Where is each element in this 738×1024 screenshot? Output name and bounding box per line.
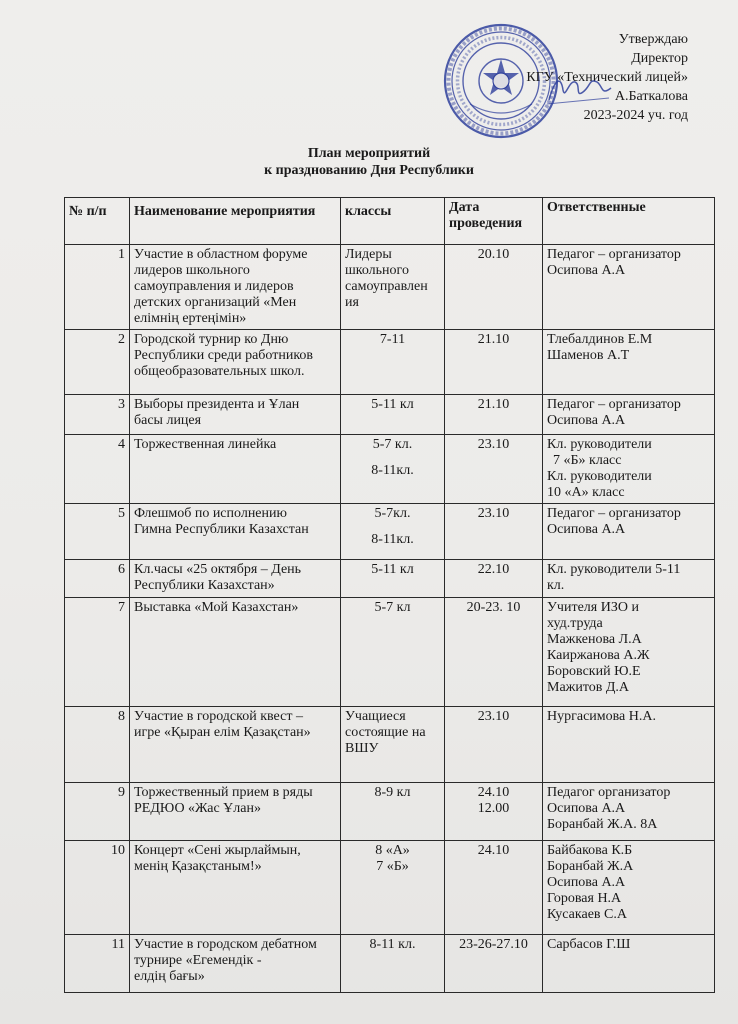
cell-date	[445, 504, 543, 560]
cell-line: 21.10	[477, 332, 510, 347]
cell-name	[130, 330, 341, 395]
cell-line: 8-11кл.	[371, 463, 414, 478]
cell-line: Выставка «Мой Казахстан»	[134, 600, 299, 615]
cell-line: Участие в городском дебатном	[134, 937, 317, 952]
cell-date	[445, 560, 543, 598]
cell-classes	[341, 330, 445, 395]
cell-name	[130, 560, 341, 598]
cell-line: 8-9 кл	[374, 785, 411, 800]
approval-line: КГУ «Технический лицей»	[526, 70, 688, 85]
cell-line: Педагог организатор	[547, 785, 671, 800]
cell-line: Республики Казахстан»	[134, 578, 275, 593]
cell-date	[445, 245, 543, 330]
header-date-line: проведения	[449, 216, 523, 231]
cell-classes	[341, 598, 445, 707]
cell-name	[130, 707, 341, 783]
handwritten-signature-icon	[545, 70, 615, 108]
header-classes: классы	[341, 198, 445, 245]
cell-line: 23.10	[477, 437, 510, 452]
cell-date	[445, 395, 543, 435]
cell-line: Горовая Н.А	[547, 891, 622, 906]
cell-name	[130, 783, 341, 841]
approval-line: 2023-2024 уч. год	[583, 108, 688, 123]
cell-line: школьного	[345, 263, 409, 278]
table-row	[65, 560, 715, 598]
cell-line: 5-7кл.	[374, 506, 411, 521]
cell-line: Торжественный прием в ряды	[134, 785, 313, 800]
cell-line: Осипова А.А	[547, 801, 626, 816]
cell-line: 12.00	[477, 801, 510, 816]
cell-line: 7-11	[379, 332, 406, 347]
cell-line: менің Қазақстаным!»	[134, 859, 262, 874]
table-row	[65, 330, 715, 395]
cell-line: Каиржанова А.Ж	[547, 648, 650, 663]
title-line-1: План мероприятий	[307, 146, 431, 161]
cell-name	[130, 504, 341, 560]
cell-line: Мажитов Д.А	[547, 680, 630, 695]
table-row	[65, 783, 715, 841]
cell-line: Кл.часы «25 октября – День	[134, 562, 302, 577]
cell-line: кл.	[547, 578, 565, 593]
cell-line: 7 «Б» класс	[553, 453, 622, 468]
cell-line: Кл. руководители 5-11	[547, 562, 681, 577]
cell-line: 23-26-27.10	[459, 937, 528, 952]
document-title	[0, 145, 738, 179]
approval-line: Утверждаю	[618, 32, 688, 47]
cell-num: 11	[65, 935, 130, 993]
cell-resp	[543, 841, 715, 935]
cell-line: Кл. руководители	[547, 469, 652, 484]
cell-line: РЕДЮО «Жас Ұлан»	[134, 801, 261, 816]
cell-line: Торжественная линейка	[134, 437, 277, 452]
cell-resp	[543, 707, 715, 783]
cell-line: Учащиеся	[345, 709, 406, 724]
cell-line: 8-11кл.	[371, 532, 414, 547]
events-table	[64, 197, 715, 993]
cell-resp	[543, 560, 715, 598]
cell-line: Педагог – организатор	[547, 506, 681, 521]
table-header-row	[65, 198, 715, 245]
cell-line: Участие в областном форуме	[134, 247, 308, 262]
cell-line: турнире «Егемендік -	[134, 953, 262, 968]
cell-classes	[341, 560, 445, 598]
cell-line: игре «Қыран елім Қазақстан»	[134, 725, 311, 740]
cell-resp	[543, 504, 715, 560]
cell-line: Осипова А.А	[547, 875, 626, 890]
header-date-line: Дата	[449, 200, 480, 215]
cell-date	[445, 707, 543, 783]
cell-date	[445, 841, 543, 935]
cell-line: Городской турнир ко Дню	[134, 332, 289, 347]
cell-line: Осипова А.А	[547, 413, 626, 428]
cell-resp	[543, 783, 715, 841]
cell-line: Боранбай Ж.А	[547, 859, 634, 874]
cell-line: 22.10	[477, 562, 510, 577]
cell-resp	[543, 395, 715, 435]
cell-date	[445, 935, 543, 993]
cell-line: 24.10	[477, 785, 510, 800]
cell-line: Кусакаев С.А	[547, 907, 627, 922]
cell-classes	[341, 245, 445, 330]
header-resp: Ответственные	[543, 198, 715, 245]
cell-line: Выборы президента и Ұлан	[134, 397, 300, 412]
cell-line: 24.10	[477, 843, 510, 858]
cell-num: 2	[65, 330, 130, 395]
cell-name	[130, 841, 341, 935]
cell-name	[130, 935, 341, 993]
cell-line: общеобразовательных школ.	[134, 364, 305, 379]
header-date	[445, 198, 543, 245]
cell-num: 8	[65, 707, 130, 783]
cell-line: Нургасимова Н.А.	[547, 709, 656, 724]
cell-num: 3	[65, 395, 130, 435]
cell-line: 23.10	[477, 709, 510, 724]
cell-line: 8 «А»	[375, 843, 410, 858]
cell-line: детских организаций «Мен	[134, 295, 297, 310]
table-row	[65, 504, 715, 560]
cell-line: Педагог – организатор	[547, 397, 681, 412]
cell-classes	[341, 783, 445, 841]
cell-line: 5-7 кл.	[372, 437, 413, 452]
title-line-2: к празднованию Дня Республики	[264, 163, 474, 178]
cell-num: 10	[65, 841, 130, 935]
cell-line: лидеров школьного	[134, 263, 250, 278]
cell-classes	[341, 935, 445, 993]
cell-line: Педагог – организатор	[547, 247, 681, 262]
cell-date	[445, 598, 543, 707]
cell-line: Боранбай Ж.А. 8А	[547, 817, 658, 832]
cell-resp	[543, 245, 715, 330]
cell-line: Кл. руководители	[547, 437, 652, 452]
cell-line: басы лицея	[134, 413, 202, 428]
table-row	[65, 935, 715, 993]
cell-line: худ.труда	[547, 616, 603, 631]
cell-line: 5-11 кл	[371, 397, 414, 412]
cell-num: 6	[65, 560, 130, 598]
cell-date	[445, 435, 543, 504]
cell-classes	[341, 707, 445, 783]
cell-line: 10 «А» класс	[547, 485, 625, 500]
cell-num: 7	[65, 598, 130, 707]
table-row	[65, 435, 715, 504]
table-row	[65, 598, 715, 707]
cell-line: ВШУ	[345, 741, 379, 756]
cell-resp	[543, 435, 715, 504]
cell-line: 7 «Б»	[376, 859, 409, 874]
cell-line: самоуправления и лидеров	[134, 279, 294, 294]
cell-line: Учителя ИЗО и	[547, 600, 639, 615]
table-row	[65, 707, 715, 783]
cell-line: 23.10	[477, 506, 510, 521]
cell-classes	[341, 435, 445, 504]
approval-line: А.Баткалова	[614, 89, 688, 104]
cell-line: 20-23. 10	[466, 600, 521, 615]
cell-line: елімнің ертеңімін»	[134, 311, 247, 326]
cell-line: самоуправлен	[345, 279, 428, 294]
cell-line: Мажкенова Л.А	[547, 632, 642, 647]
cell-line: Тлебалдинов Е.М	[547, 332, 653, 347]
cell-classes	[341, 841, 445, 935]
cell-num: 1	[65, 245, 130, 330]
cell-line: 21.10	[477, 397, 510, 412]
cell-line: Осипова А.А	[547, 263, 626, 278]
cell-line: 20.10	[477, 247, 510, 262]
cell-line: Боровский Ю.Е	[547, 664, 641, 679]
cell-line: 8-11 кл.	[369, 937, 416, 952]
cell-date	[445, 330, 543, 395]
cell-name	[130, 395, 341, 435]
cell-num: 9	[65, 783, 130, 841]
header-name: Наименование мероприятия	[130, 198, 341, 245]
header-num: № п/п	[65, 198, 130, 245]
cell-classes	[341, 504, 445, 560]
cell-num: 4	[65, 435, 130, 504]
cell-date	[445, 783, 543, 841]
cell-line: Осипова А.А	[547, 522, 626, 537]
cell-line: Сарбасов Г.Ш	[547, 937, 631, 952]
approval-line: Директор	[631, 51, 688, 66]
table-row	[65, 841, 715, 935]
cell-line: Гимна Республики Казахстан	[134, 522, 309, 537]
cell-resp	[543, 935, 715, 993]
cell-line: елдің бағы»	[134, 969, 205, 984]
table-row	[65, 395, 715, 435]
cell-resp	[543, 330, 715, 395]
cell-line: 5-7 кл	[374, 600, 411, 615]
cell-num: 5	[65, 504, 130, 560]
cell-line: Флешмоб по исполнению	[134, 506, 287, 521]
cell-line: состоящие на	[345, 725, 426, 740]
cell-name	[130, 598, 341, 707]
cell-line: Шаменов А.Т	[547, 348, 630, 363]
cell-line: Участие в городской квест –	[134, 709, 303, 724]
cell-classes	[341, 395, 445, 435]
cell-line: Республики среди работников	[134, 348, 314, 363]
cell-name	[130, 435, 341, 504]
cell-line: Концерт «Сені жырлаймын,	[134, 843, 301, 858]
cell-name	[130, 245, 341, 330]
cell-resp	[543, 598, 715, 707]
cell-line: Байбакова К.Б	[547, 843, 633, 858]
cell-line: Лидеры	[345, 247, 392, 262]
table-row	[65, 245, 715, 330]
cell-line: ия	[345, 295, 359, 310]
cell-line: 5-11 кл	[371, 562, 414, 577]
